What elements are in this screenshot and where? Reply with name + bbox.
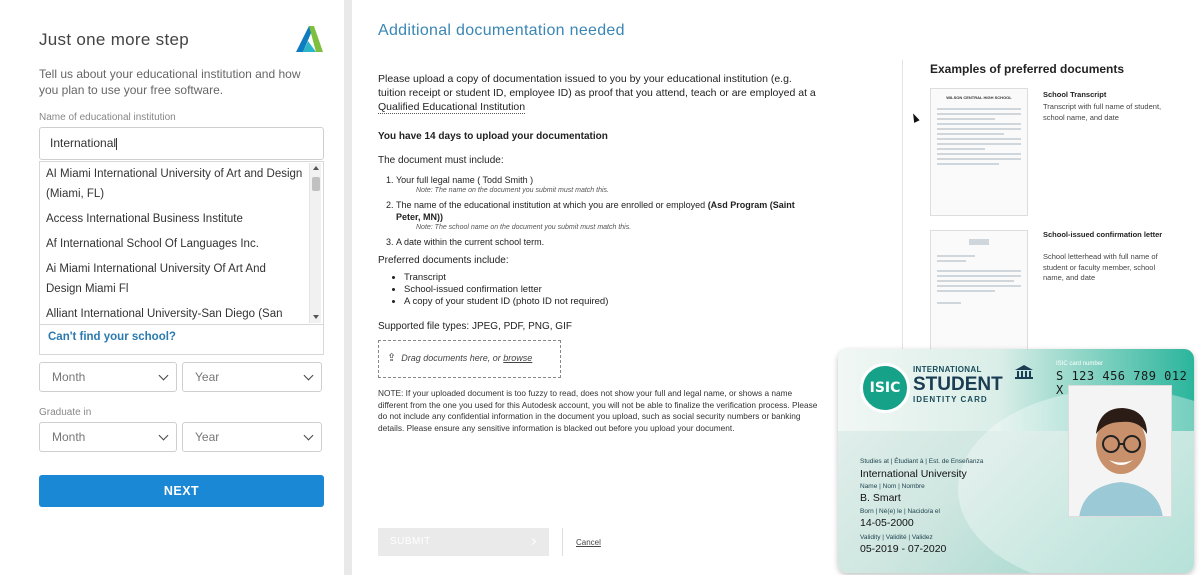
file-types: Supported file types: JPEG, PDF, PNG, GIF (378, 321, 572, 332)
isic-card-image (838, 349, 1194, 573)
thumbnail-line (937, 138, 1021, 140)
studies-label: Studies at | Étudiant à | Est. de Enseñanza (860, 458, 984, 465)
student-photo (1068, 385, 1172, 517)
suggestion-option[interactable]: Af International School Of Languages Inc. (46, 238, 259, 250)
thumbnail-line (937, 143, 1021, 145)
letter-thumbnail (930, 230, 1028, 360)
transcript-description: Transcript with full name of student, school name, and date (1043, 102, 1162, 122)
graduate-label: Graduate in (39, 407, 92, 418)
requirement-item (396, 199, 818, 233)
intro-text: Tell us about your educational institution and how you plan to use your free software. (39, 67, 301, 97)
transcript-title: School Transcript (1043, 90, 1107, 99)
requirement-text: A date within the current school term. (396, 237, 545, 247)
unesco-temple-icon (1014, 365, 1034, 379)
thumbnail-line (937, 108, 1021, 110)
requirement-note: Note: The name on the document you submit must match this. (416, 187, 609, 194)
thumbnail-title: WILSON CENTRAL HIGH SCHOOL (946, 95, 1012, 100)
examples-heading: Examples of preferred documents (930, 62, 1125, 76)
transcript-thumbnail (930, 88, 1028, 216)
panel-title: Just one more step (39, 30, 189, 49)
institution-input-value: International (50, 136, 117, 150)
institution-label: Name of educational institution (39, 112, 176, 123)
thumbnail-line (937, 285, 1021, 287)
thumbnail-line (937, 275, 1021, 277)
start-month-value: Month (52, 370, 86, 384)
upload-dropzone[interactable] (378, 340, 561, 378)
text-cursor (116, 138, 117, 150)
card-title-bottom: IDENTITY CARD (913, 395, 988, 404)
thumbnail-line (937, 260, 966, 262)
card-title-main: STUDENT (913, 374, 1003, 395)
validity-label: Validity | Validité | Validez (860, 534, 933, 541)
qualified-institution-link[interactable]: Qualified Educational Institution (378, 101, 526, 113)
graduate-month-value: Month (52, 430, 86, 444)
thumbnail-line (937, 123, 1021, 125)
card-title-top: INTERNATIONAL (913, 365, 982, 374)
preferred-item: • Transcript (404, 272, 818, 284)
graduate-month-select[interactable] (39, 422, 177, 452)
name-value: B. Smart (860, 492, 901, 504)
graduate-year-value: Year (195, 430, 220, 444)
page-title: Additional documentation needed (378, 22, 625, 39)
thumbnail-letterhead (969, 239, 989, 245)
submit-label: SUBMIT (390, 536, 431, 547)
institution-suggestions[interactable] (39, 161, 324, 325)
card-number-label: ISIC card number (1056, 361, 1104, 367)
start-month-select[interactable] (39, 362, 177, 392)
requirement-note: Note: The school name on the document you submit must match this. (416, 224, 632, 231)
chevron-down-icon (159, 371, 169, 381)
validity-value: 05-2019 - 07-2020 (860, 543, 947, 555)
thumbnail-line (937, 163, 999, 165)
born-value: 14-05-2000 (860, 517, 914, 529)
cant-find-school-link[interactable]: Can't find your school? (39, 325, 324, 355)
thumbnail-line (937, 290, 995, 292)
thumbnail-line (937, 158, 1021, 160)
requirement-item (396, 236, 818, 248)
requirement-text: The name of the educational institution at which you are enrolled or employed (396, 200, 708, 210)
preferred-heading: Preferred documents include: (378, 255, 509, 266)
upload-icon: ⇪ (387, 352, 397, 364)
cancel-link[interactable]: Cancel (576, 538, 601, 547)
start-year-select[interactable] (182, 362, 322, 392)
thumbnail-line (937, 113, 1021, 115)
requirements-list (378, 174, 818, 248)
thumbnail-line (937, 270, 1021, 272)
institution-input[interactable] (39, 127, 324, 160)
preferred-item: • A copy of your student ID (photo ID not required) (404, 296, 818, 308)
letter-description: School letterhead with full name of student or faculty member, school name, and date (1043, 252, 1158, 282)
thumbnail-line (937, 118, 995, 120)
suggestion-option[interactable]: AI Miami International University of Art and Design (Miami, FL) (46, 168, 303, 200)
person-portrait-icon (1069, 386, 1172, 517)
graduate-year-select[interactable] (182, 422, 322, 452)
chevron-down-icon (304, 371, 314, 381)
suggestion-option[interactable]: Alliant International University-San Diego (San (46, 308, 283, 320)
examples-section (902, 60, 1200, 360)
days-notice: You have 14 days to upload your documentation (378, 131, 608, 142)
next-button[interactable]: NEXT (39, 475, 324, 507)
thumbnail-line (937, 133, 1004, 135)
start-year-value: Year (195, 370, 220, 384)
preferred-item: • School-issued confirmation letter (404, 284, 818, 296)
preferred-list (378, 272, 818, 308)
intro-paragraph (378, 72, 818, 114)
intro-text: Please upload a copy of documentation issued to you by your educational institution (e.g. tuition receipt or student ID, employee ID) as proof that you attend, teach or are employed at a (378, 73, 816, 99)
studies-value: International University (860, 468, 967, 480)
requirement-item (396, 174, 818, 196)
divider (562, 528, 563, 556)
scroll-up-arrow-icon[interactable] (313, 166, 319, 170)
isic-logo: ISIC (860, 363, 910, 413)
institution-name: (Asd Program (Saint Peter, MN)) (396, 200, 795, 222)
thumbnail-line (937, 280, 1014, 282)
requirement-text: Your full legal name ( Todd Smith ) (396, 175, 534, 185)
thumbnail-signature (937, 302, 961, 304)
dropzone-text: Drag documents here, or (401, 353, 504, 363)
card-number: S 123 456 789 012 X (1056, 369, 1188, 397)
thumbnail-line (937, 148, 985, 150)
scroll-thumb[interactable] (312, 177, 320, 191)
signup-panel (0, 0, 344, 575)
autodesk-logo-icon (294, 24, 324, 54)
chevron-right-icon (529, 538, 536, 545)
chevron-down-icon (159, 431, 169, 441)
thumbnail-line (937, 255, 975, 257)
browse-link[interactable]: browse (503, 353, 533, 363)
thumbnail-line (937, 128, 1021, 130)
suggestion-option[interactable]: Access International Business Institute (46, 213, 243, 225)
upload-note: NOTE: If your uploaded document is too fuzzy to read, does not show your full and legal name, or shows a name different from the one you used for this Autodesk account, you will not be able to finalize the verification process. Please do not include any confidential information in the document you upload, such as social security numbers or banking details. Please ensure any sensitive information is blacked out before you upload your document. (378, 388, 818, 433)
name-label: Name | Nom | Nombre (860, 483, 925, 490)
chevron-down-icon (304, 431, 314, 441)
instructions (378, 72, 818, 442)
suggestions-scrollbar[interactable] (309, 163, 321, 323)
letter-title: School-issued confirmation letter (1043, 230, 1163, 239)
scroll-down-arrow-icon[interactable] (313, 315, 319, 319)
thumbnail-line (937, 153, 1021, 155)
suggestion-option[interactable]: Ai Miami International University Of Art And Design Miami Fl (46, 263, 266, 295)
must-include-heading: The document must include: (378, 155, 504, 166)
born-label: Born | Né(e) le | Nacido/a el (860, 508, 940, 515)
submit-button[interactable] (378, 528, 549, 556)
